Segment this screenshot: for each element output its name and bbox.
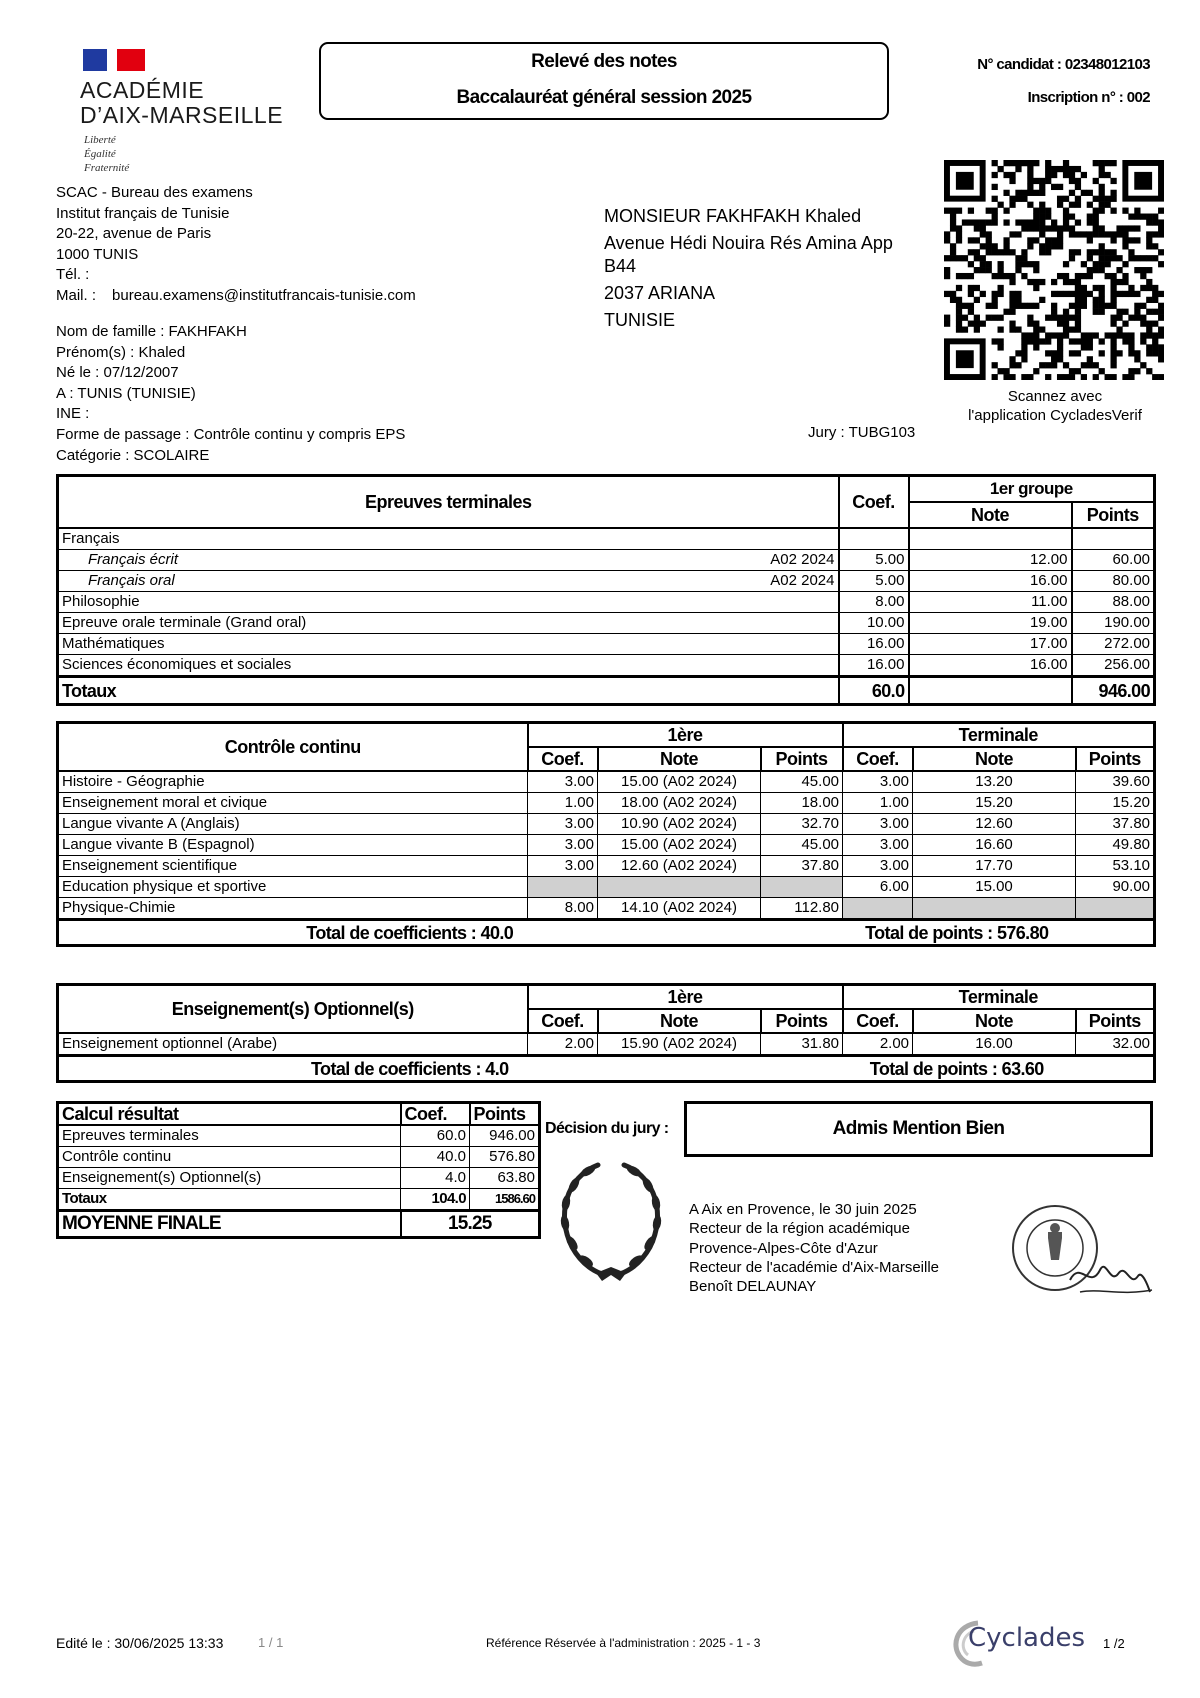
sender-line: SCAC - Bureau des examens [56, 184, 253, 201]
subject-label: Mathématiques [62, 635, 165, 652]
continu-row [58, 771, 1155, 793]
recipient-address [604, 205, 904, 332]
jury-decision-label: Décision du jury : [545, 1120, 669, 1137]
subject-points: 60.00 [1072, 550, 1155, 571]
inscription-number: Inscription n° : 002 [1027, 89, 1150, 106]
terminal-total-label: Totaux [58, 677, 839, 705]
subject-label: Histoire - Géographie [58, 771, 528, 793]
subject-label: Enseignement optionnel (Arabe) [58, 1033, 528, 1056]
points-terminale: 39.60 [1076, 771, 1155, 793]
result-total-coef: 104.0 [401, 1189, 470, 1211]
subject-points: 190.00 [1072, 613, 1155, 634]
points-1ere: 31.80 [761, 1033, 843, 1056]
optional-title: Enseignement(s) Optionnel(s) [58, 985, 528, 1034]
candidate-line: Catégorie : SCOLAIRE [56, 446, 210, 464]
subject-coef: 16.00 [839, 655, 909, 677]
optional-courses-table [56, 983, 1156, 1083]
continu-row [58, 877, 1155, 898]
subject-coef: 8.00 [839, 592, 909, 613]
coef-terminale: 6.00 [843, 877, 913, 898]
signature-block [689, 1200, 939, 1296]
terminal-subject [58, 634, 839, 655]
terminal-row [58, 634, 1155, 655]
terminal-total-points: 946.00 [1072, 677, 1155, 705]
final-average-value: 15.25 [401, 1211, 540, 1238]
continu-row [58, 898, 1155, 920]
result-points: 946.00 [470, 1125, 540, 1147]
candidate-line: Forme de passage : Contrôle continu y compris EPS [56, 425, 406, 443]
points-1ere: 112.80 [761, 898, 843, 920]
result-row [58, 1168, 540, 1189]
qr-caption [935, 387, 1175, 425]
note-1ere: 18.00 (A02 2024) [598, 793, 761, 814]
note-1ere: 12.60 (A02 2024) [598, 856, 761, 877]
subject-label: Enseignement scientifique [58, 856, 528, 877]
republic-motto [84, 133, 129, 175]
note-1ere: 10.90 (A02 2024) [598, 814, 761, 835]
terminal-subject [58, 655, 839, 677]
note-terminale [913, 898, 1076, 920]
document-title: Relevé des notes [531, 51, 677, 72]
result-row [58, 1147, 540, 1168]
coef-terminale: 3.00 [843, 814, 913, 835]
terminal-subject [58, 550, 839, 571]
coef-1ere: 8.00 [528, 898, 598, 920]
subject-note: 16.00 [909, 571, 1072, 592]
result-calculation-table [56, 1101, 541, 1239]
continu-row [58, 793, 1155, 814]
coef-terminale: 3.00 [843, 771, 913, 793]
candidate-info [56, 322, 405, 466]
note-1ere [598, 877, 761, 898]
note-terminale: 15.20 [913, 793, 1076, 814]
points-1ere: 37.80 [761, 856, 843, 877]
recipient-line: MONSIEUR FAKHFAKH Khaled [604, 206, 862, 226]
points-terminale: 53.10 [1076, 856, 1155, 877]
continu-row [58, 856, 1155, 877]
continu-note1: Note [598, 747, 761, 771]
note-1ere: 14.10 (A02 2024) [598, 898, 761, 920]
subject-label: Langue vivante B (Espagnol) [58, 835, 528, 856]
note-terminale: 16.00 [913, 1033, 1076, 1056]
points-1ere [761, 877, 843, 898]
terminal-row [58, 528, 1155, 550]
result-points: 63.80 [470, 1168, 540, 1189]
continu-coef2: Coef. [843, 747, 913, 771]
terminal-row [58, 613, 1155, 634]
subject-label: Français écrit [88, 551, 179, 568]
terminal-row [58, 550, 1155, 571]
continuous-assessment-table [56, 721, 1156, 947]
terminal-row [58, 592, 1155, 613]
motto-fraternite: Fraternité [84, 162, 130, 174]
candidate-line: Nom de famille : FAKHFAKH [56, 323, 247, 340]
result-coef-header: Coef. [401, 1103, 470, 1126]
subject-coef: 5.00 [839, 550, 909, 571]
candidate-number: N° candidat : 02348012103 [977, 56, 1150, 73]
terminal-subject [58, 592, 839, 613]
note-1ere: 15.90 (A02 2024) [598, 1033, 761, 1056]
terminal-points-header: Points [1072, 502, 1155, 528]
points-terminale: 37.80 [1076, 814, 1155, 835]
optionnel-row [58, 1033, 1155, 1056]
note-1ere: 15.00 (A02 2024) [598, 835, 761, 856]
coef-1ere: 2.00 [528, 1033, 598, 1056]
terminal-row [58, 571, 1155, 592]
signature-line: Provence-Alpes-Côte d'Azur [689, 1239, 878, 1257]
sender-line: Institut français de Tunisie [56, 204, 230, 222]
optional-note2: Note [913, 1009, 1076, 1033]
subject-points: 256.00 [1072, 655, 1155, 677]
coef-terminale: 1.00 [843, 793, 913, 814]
coef-terminale: 2.00 [843, 1033, 913, 1056]
document-subtitle: Baccalauréat général session 2025 [456, 87, 752, 108]
sender-mail [56, 286, 416, 307]
result-coef: 60.0 [401, 1125, 470, 1147]
note-terminale: 15.00 [913, 877, 1076, 898]
recipient-line: TUNISIE [604, 310, 676, 330]
qr-caption-line1: Scannez avec [1007, 388, 1103, 405]
result-coef: 40.0 [401, 1147, 470, 1168]
result-row [58, 1125, 540, 1147]
subject-points: 80.00 [1072, 571, 1155, 592]
subject-coef [839, 528, 909, 550]
subject-session: A02 2024 [770, 551, 835, 568]
continu-year1: 1ère [528, 723, 843, 748]
continu-coef1: Coef. [528, 747, 598, 771]
note-terminale: 13.20 [913, 771, 1076, 793]
document-title-box [319, 42, 889, 120]
subject-label: Enseignement moral et civique [58, 793, 528, 814]
verification-qr-code[interactable] [944, 160, 1164, 380]
continu-year2: Terminale [843, 723, 1155, 748]
subject-label: Français oral [88, 572, 175, 589]
motto-liberte: Liberté [84, 134, 116, 146]
terminal-total-empty [909, 677, 1072, 705]
optional-total-coef: Total de coefficients : 4.0 [58, 1056, 761, 1082]
sender-line: 1000 TUNIS [56, 245, 139, 263]
result-label: Contrôle continu [58, 1147, 401, 1168]
recipient-line: 2037 ARIANA [604, 283, 716, 303]
subject-points: 88.00 [1072, 592, 1155, 613]
subject-note: 11.00 [909, 592, 1072, 613]
signature-line: Recteur de l'académie d'Aix-Marseille [689, 1258, 939, 1276]
candidate-line: A : TUNIS (TUNISIE) [56, 384, 196, 402]
points-1ere: 18.00 [761, 793, 843, 814]
optional-points1: Points [761, 1009, 843, 1033]
result-total-points: 1586.60 [470, 1189, 540, 1211]
points-terminale: 15.20 [1076, 793, 1155, 814]
points-1ere: 32.70 [761, 814, 843, 835]
points-terminale [1076, 898, 1155, 920]
note-terminale: 17.70 [913, 856, 1076, 877]
result-total-label: Totaux [58, 1189, 401, 1211]
coef-1ere: 3.00 [528, 771, 598, 793]
coef-1ere [528, 877, 598, 898]
subject-coef: 16.00 [839, 634, 909, 655]
candidate-line: INE : [56, 405, 90, 423]
candidate-ids [977, 48, 1150, 114]
candidate-line: Prénom(s) : Khaled [56, 343, 186, 361]
jury-code: Jury : TUBG103 [808, 424, 916, 441]
terminal-row [58, 655, 1155, 677]
subject-label: Sciences économiques et sociales [62, 656, 292, 673]
academy-line2: D’AIX-MARSEILLE [80, 102, 284, 128]
result-coef: 4.0 [401, 1168, 470, 1189]
coef-terminale [843, 898, 913, 920]
continu-title: Contrôle continu [58, 723, 528, 772]
sender-line: 20-22, avenue de Paris [56, 225, 212, 243]
mail-label: Mail. : [56, 286, 97, 304]
note-terminale: 16.60 [913, 835, 1076, 856]
coef-terminale: 3.00 [843, 835, 913, 856]
subject-note: 17.00 [909, 634, 1072, 655]
laurel-wreath-icon [548, 1155, 674, 1283]
subject-label: Epreuve orale terminale (Grand oral) [62, 614, 307, 631]
admin-reference: Référence Réservée à l'administration : 2025 - 1 - 3 [486, 1636, 761, 1650]
continu-row [58, 835, 1155, 856]
sender-line: Tél. : [56, 266, 90, 284]
result-title: Calcul résultat [58, 1103, 401, 1126]
optional-year2: Terminale [843, 985, 1155, 1010]
result-label: Epreuves terminales [58, 1125, 401, 1147]
points-terminale: 32.00 [1076, 1033, 1155, 1056]
optional-note1: Note [598, 1009, 761, 1033]
edited-date: Edité le : 30/06/2025 13:33 [56, 1635, 224, 1651]
signature-line: Recteur de la région académique [689, 1220, 910, 1238]
subject-coef: 10.00 [839, 613, 909, 634]
continu-total-coef: Total de coefficients : 40.0 [58, 920, 761, 946]
terminal-group-header: 1er groupe [909, 476, 1155, 503]
subject-points [1072, 528, 1155, 550]
subject-note: 16.00 [909, 655, 1072, 677]
points-1ere: 45.00 [761, 835, 843, 856]
result-label: Enseignement(s) Optionnel(s) [58, 1168, 401, 1189]
subject-note [909, 528, 1072, 550]
optional-coef1: Coef. [528, 1009, 598, 1033]
note-terminale: 12.60 [913, 814, 1076, 835]
continu-row [58, 814, 1155, 835]
terminal-subject [58, 528, 839, 550]
subject-note: 19.00 [909, 613, 1072, 634]
coef-1ere: 3.00 [528, 835, 598, 856]
optional-coef2: Coef. [843, 1009, 913, 1033]
mail-value[interactable]: bureau.examens@institutfrancais-tunisie.com [112, 286, 416, 304]
terminal-exams-table [56, 474, 1156, 706]
terminal-title: Epreuves terminales [58, 476, 839, 529]
terminal-coef-header: Coef. [839, 476, 909, 529]
subject-label: Français [62, 530, 120, 547]
terminal-subject [58, 571, 839, 592]
final-average-label: MOYENNE FINALE [58, 1211, 401, 1238]
academy-line1: ACADÉMIE [80, 77, 205, 103]
subject-label: Philosophie [62, 593, 140, 610]
jury-decision-value: Admis Mention Bien [684, 1101, 1153, 1157]
subject-session: A02 2024 [770, 572, 835, 589]
optional-total-points: Total de points : 63.60 [761, 1056, 1155, 1082]
points-1ere: 45.00 [761, 771, 843, 793]
note-1ere: 15.00 (A02 2024) [598, 771, 761, 793]
subject-points: 272.00 [1072, 634, 1155, 655]
academy-stamp-and-signature [1010, 1200, 1160, 1310]
cyclades-brand: Cyclades [968, 1623, 1086, 1653]
academy-logo-text [80, 78, 283, 128]
result-points-header: Points [470, 1103, 540, 1126]
sender-address [56, 183, 416, 307]
optional-points2: Points [1076, 1009, 1155, 1033]
subject-note: 12.00 [909, 550, 1072, 571]
continu-total-points: Total de points : 576.80 [761, 920, 1155, 946]
continu-note2: Note [913, 747, 1076, 771]
subject-coef: 5.00 [839, 571, 909, 592]
terminal-total-coef: 60.0 [839, 677, 909, 705]
coef-1ere: 3.00 [528, 814, 598, 835]
terminal-subject [58, 613, 839, 634]
subject-label: Physique-Chimie [58, 898, 528, 920]
qr-caption-line2: l'application CycladesVerif [968, 407, 1142, 424]
motto-egalite: Égalité [84, 148, 116, 160]
points-terminale: 90.00 [1076, 877, 1155, 898]
subject-label: Education physique et sportive [58, 877, 528, 898]
coef-1ere: 1.00 [528, 793, 598, 814]
points-terminale: 49.80 [1076, 835, 1155, 856]
continu-points1: Points [761, 747, 843, 771]
page-indicator: 1 / 1 [258, 1635, 284, 1650]
cyclades-logo [946, 1617, 1086, 1667]
signature-line: A Aix en Provence, le 30 juin 2025 [689, 1201, 917, 1218]
continu-points2: Points [1076, 747, 1155, 771]
coef-1ere: 3.00 [528, 856, 598, 877]
recipient-line: Avenue Hédi Nouira Rés Amina App B44 [604, 233, 893, 276]
page-indicator-2: 1 /2 [1103, 1636, 1125, 1651]
terminal-note-header: Note [909, 502, 1072, 528]
coef-terminale: 3.00 [843, 856, 913, 877]
optional-year1: 1ère [528, 985, 843, 1010]
subject-label: Langue vivante A (Anglais) [58, 814, 528, 835]
signature-line: Benoît DELAUNAY [689, 1278, 817, 1296]
result-points: 576.80 [470, 1147, 540, 1168]
republique-flag-logo [83, 49, 145, 71]
candidate-line: Né le : 07/12/2007 [56, 364, 179, 382]
